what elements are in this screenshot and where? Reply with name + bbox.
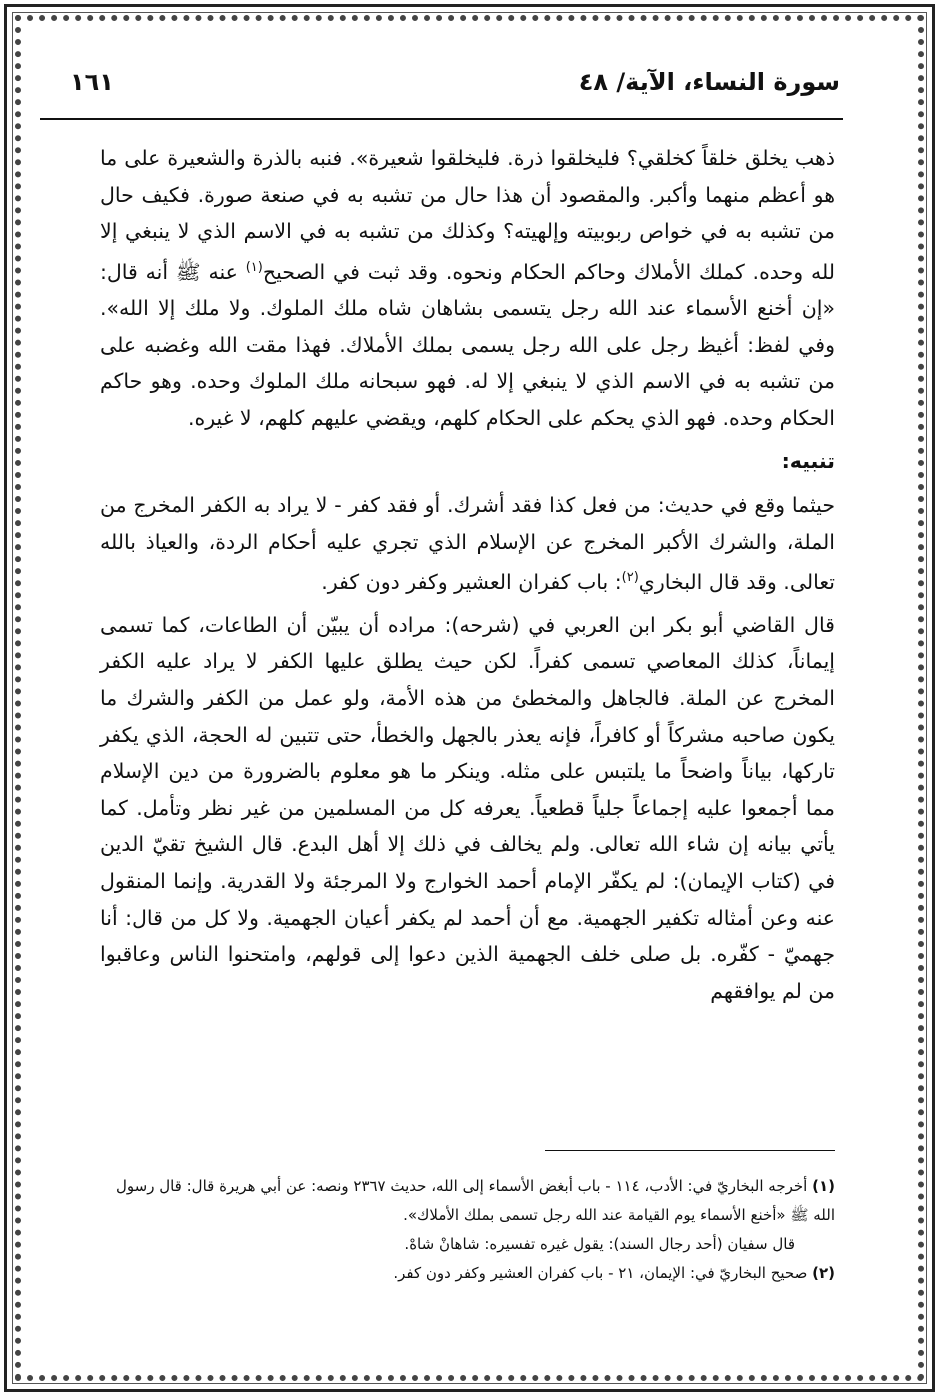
running-header [70, 62, 840, 102]
paragraph-2-text-cont: : باب كفران العشير وكفر دون كفر. [321, 570, 622, 595]
main-text [100, 140, 835, 1009]
header-title: سورة النساء، الآية/ ٤٨ [578, 68, 840, 96]
footnote-1-number: (١) [812, 1177, 835, 1195]
paragraph-1-text: ذهب يخلق خلقاً كخلقي؟ فليخلقوا ذرة. فليخلقوا شعيرة». فنبه بالذرة والشعيرة على ما هو أعظم منهما وأكبر. والمقصود أن هذا حال من تشبه به في صنعة صورة. فكيف حال من تشبه به في خواص ربوبيته وإلهيته؟ وكذلك من تشبه به في الاسم الذي لا ينبغي إلا لله وحده. كملك الأملاك وحاكم الحكام ونحوه. وقد ثبت في الصحيح [100, 146, 835, 284]
paragraph-1-text-cont: عنه ﷺ أنه قال: «إن أخنع الأسماء عند الله رجل يتسمى بشاهان شاه ملك الملوك. ولا ملك إلا الله». وفي لفظ: أغيظ رجل على الله رجل يسمى بملك الأملاك. فهذا مقت الله وغضبه على من تشبه به في الاسم الذي لا ينبغي إلا له. فهو سبحانه ملك الملوك وحده. وهو حاكم الحكام وحده. فهو الذي يحكم على الحكام كلهم، ويقضي عليهم كلهم، لا غيره. [100, 259, 835, 430]
footnote-1 [100, 1172, 835, 1230]
footnote-ref-1[interactable]: (١) [245, 259, 263, 275]
footnote-2 [100, 1259, 835, 1288]
footnote-2-text: صحيح البخاريّ في: الإيمان، ٢١ - باب كفران العشير وكفر دون كفر. [393, 1264, 808, 1282]
footnote-2-number: (٢) [812, 1264, 835, 1282]
paragraph-1 [100, 140, 835, 437]
tanbih-heading: تنبيه: [781, 448, 835, 473]
footnote-1b-text: قال سفيان (أحد رجال السند): يقول غيره تفسيره: شاهانْ شاهْ. [404, 1235, 795, 1253]
paragraph-2-text: حيثما وقع في حديث: من فعل كذا فقد أشرك. أو فقد كفر - لا يراد به الكفر المخرج من الملة، والشرك الأكبر المخرج عن الإسلام الذي تجري عليه أحكام الردة، والعياذ بالله تعالى. وقد قال البخاري [100, 493, 835, 595]
paragraph-2 [100, 487, 835, 601]
footnotes [100, 1172, 835, 1288]
header-rule [40, 118, 843, 120]
footnote-rule [545, 1150, 835, 1151]
footnote-1-text: أخرجه البخاريّ في: الأدب، ١١٤ - باب أبغض الأسماء إلى الله، حديث ٢٣٦٧ ونصه: عن أبي هريرة قال: قال رسول الله ﷺ «أخنع الأسماء يوم القيامة عند الله رجل تسمى بملك الأملاك». [115, 1177, 835, 1224]
footnote-ref-2[interactable]: (٢) [621, 570, 639, 586]
paragraph-3: قال القاضي أبو بكر ابن العربي في (شرحه): مراده أن يبيّن أن الطاعات، كما تسمى إيماناً، كذلك المعاصي تسمى كفراً. لكن حيث يطلق عليها الكفر لا يراد عليه الكفر المخرج عن الملة. فالجاهل والمخطئ من هذه الأمة، ولو عمل من الكفر والشرك ما يكون صاحبه مشركاً أو كافراً، فإنه يعذر بالجهل والخطأ، حتى تتبين له الحجة، الذي يكفر تاركها، بياناً واضحاً ما يلتبس على مثله. وينكر ما هو معلوم بالضرورة من دين الإسلام مما أجمعوا عليه إجماعاً جلياً قطعياً. يعرفه كل من المسلمين من غير نظر وتأمل. كما يأتي بيانه إن شاء الله تعالى. ولم يخالف في ذلك إلا أهل البدع. قال الشيخ تقيّ الدين في (كتاب الإيمان): لم يكفّر الإمام أحمد الخوارج ولا المرجئة ولا القدرية. وإنما المنقول عنه وعن أمثاله تكفير الجهمية. مع أن أحمد لم يكفر أعيان الجهمية. ولا كل من قال: أنا جهميّ - كفّره. بل صلى خلف الجهمية الذين دعوا إلى قولهم، وامتحنوا الناس وعاقبوا من لم يوافقهم [100, 612, 835, 1003]
footnote-1-continuation [100, 1230, 835, 1259]
page-header-area [70, 62, 840, 102]
page-number: ١٦١ [70, 68, 114, 96]
